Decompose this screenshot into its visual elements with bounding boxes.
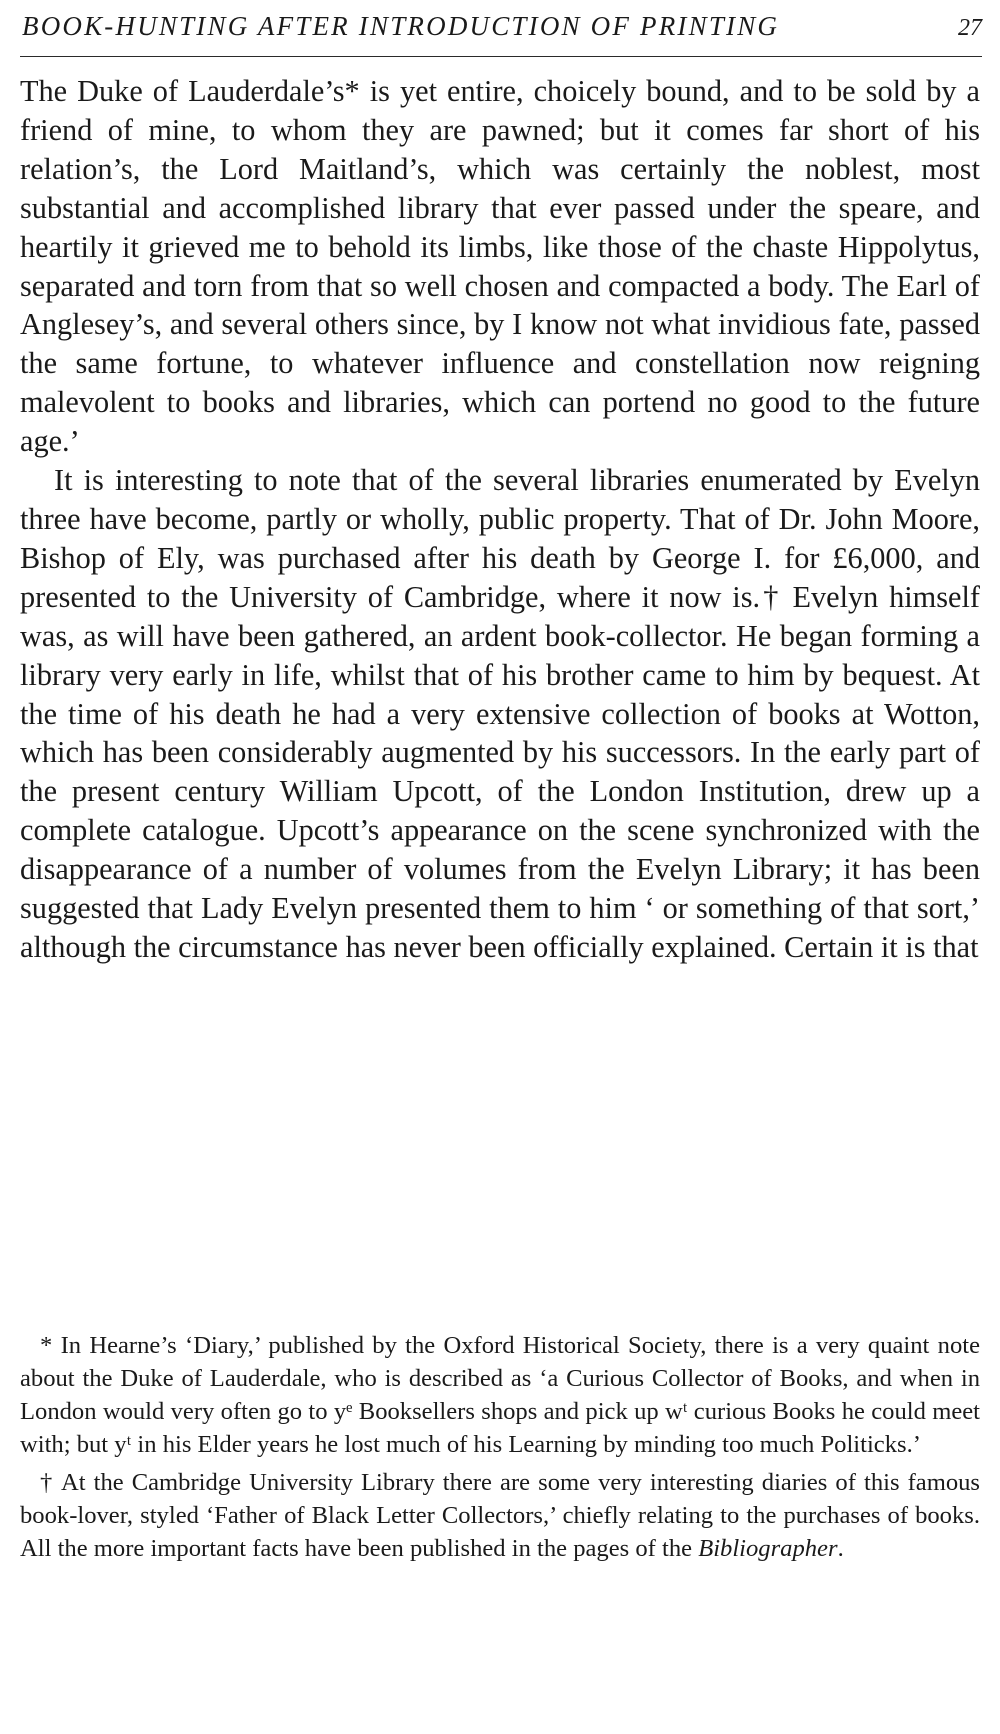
footnote: [20, 1466, 980, 1565]
paragraph: The Duke of Lauderdale’s* is yet entire, choicely bound, and to be sold by a friend of mine, to whom they are pawned; but it comes far short of his relation’s, the Lord Maitland’s, which was certainly the noblest, most substantial and accomplished library that ever passed under the speare, and heartily it grieved me to behold its limbs, like those of the chaste Hippolytus, separated and torn from that so well chosen and compacted a body. The Earl of Anglesey’s, and several others since, by I know not what invidious fate, passed the same fortune, to whatever influence and constellation now reigning malevolent to books and libraries, which can portend no good to the future age.’: [20, 74, 980, 459]
footnotes: [20, 1329, 980, 1565]
header-rule: [20, 56, 982, 57]
running-head-title: BOOK-HUNTING AFTER INTRODUCTION OF PRINTING: [22, 11, 780, 41]
footnote-text: † At the Cambridge University Library there are some very interesting diaries of this famous book-lover, styled ‘Father of Black Letter Collectors,’ chiefly relating to the purchases of books. All the more important facts have been published in the pages of the: [20, 1469, 980, 1562]
journal-title: Bibliographer: [698, 1535, 838, 1562]
paragraph: It is interesting to note that of the several libraries enumerated by Evelyn three have become, partly or wholly, public property. That of Dr. John Moore, Bishop of Ely, was purchased after his death by George I. for £6,000, and presented to the University of Cambridge, where it now is.† Evelyn himself was, as will have been gathered, an ardent book-collector. He began forming a library very early in life, whilst that of his brother came to him by bequest. At the time of his death he had a very extensive collection of books at Wotton, which has been considerably augmented by his successors. In the early part of the present century William Upcott, of the London Institution, drew up a complete catalogue. Upcott’s appearance on the scene synchronized with the disappearance of a number of volumes from the Evelyn Library; it has been suggested that Lady Evelyn presented them to him ‘ or something of that sort,’ although the circumstance has never been officially explained. Certain it is that: [20, 463, 980, 964]
body-text: [20, 72, 980, 967]
running-head: [22, 4, 982, 48]
page-number: 27: [958, 15, 982, 41]
footnote: * In Hearne’s ‘Diary,’ published by the Oxford Historical Society, there is a very quaint note about the Duke of Lauderdale, who is described as ‘a Curious Collector of Books, and when in London would very often go to yᵉ Booksellers shops and pick up wᵗ curious Books he could meet with; but yᵗ in his Elder years he lost much of his Learning by minding too much Politicks.’: [20, 1332, 980, 1458]
footnote-end: .: [837, 1535, 844, 1562]
